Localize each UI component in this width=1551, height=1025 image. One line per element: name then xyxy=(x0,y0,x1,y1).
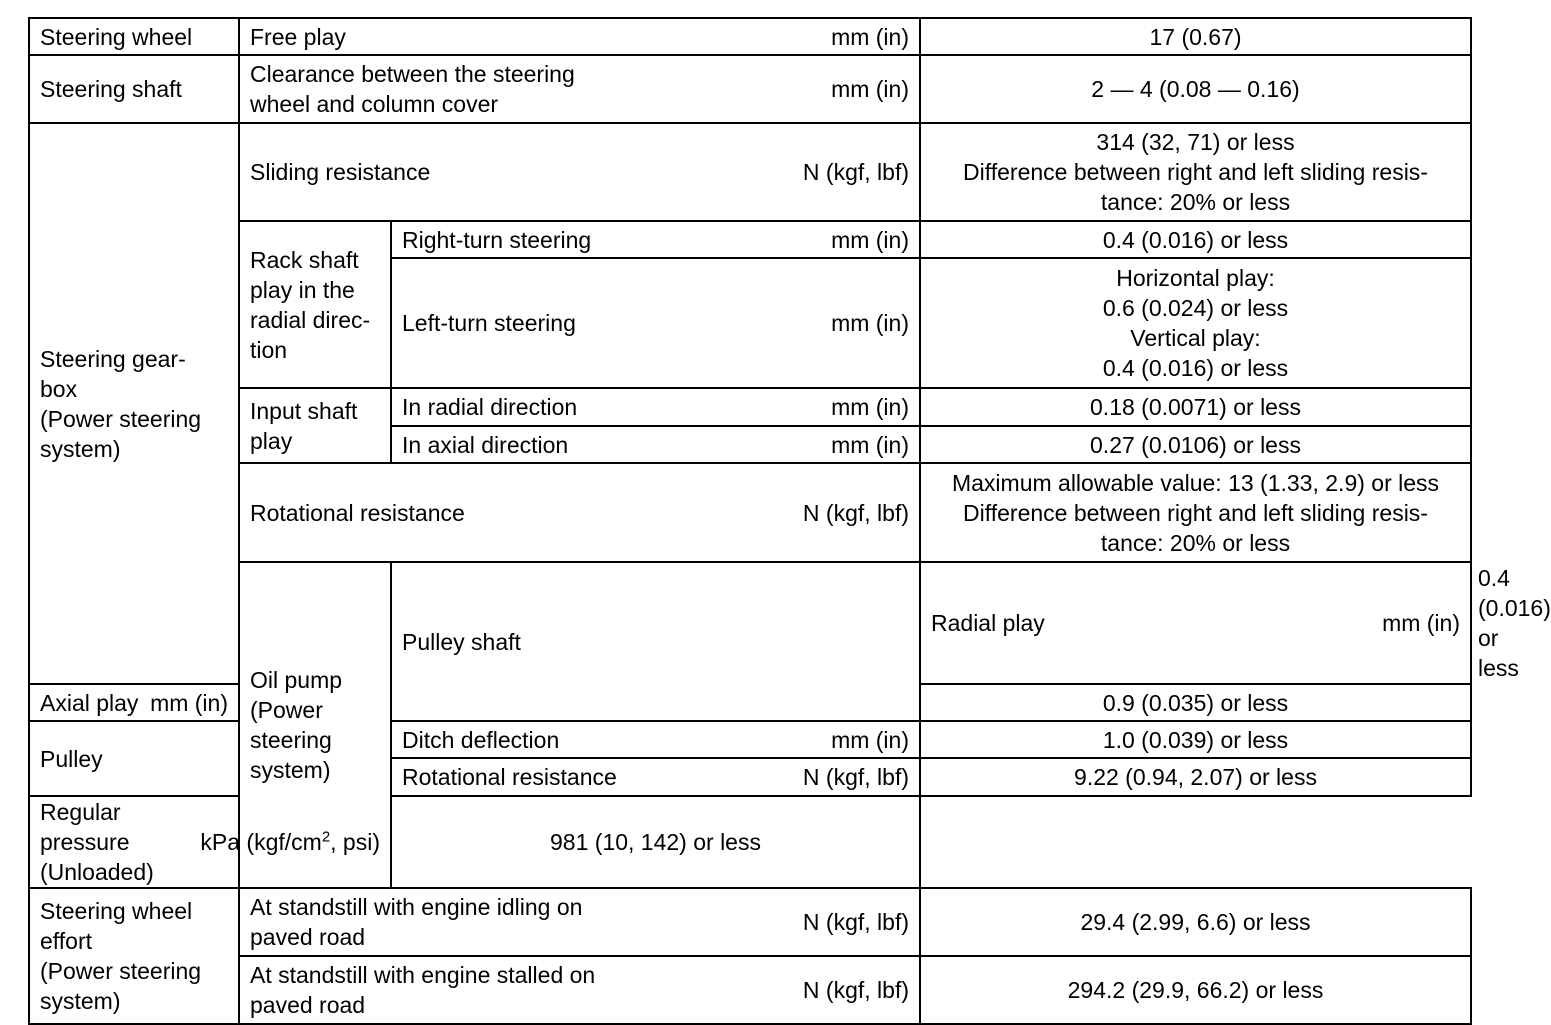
subitem-cell xyxy=(391,221,920,258)
item-steering-wheel-effort: Steering wheel effort (Power steering system) xyxy=(29,888,239,1024)
pulley-label: Pulley xyxy=(29,721,239,796)
subitem-cell xyxy=(391,426,920,463)
unit-label: N (kgf, lbf) xyxy=(802,977,909,1003)
subitem-cell xyxy=(29,796,391,888)
value-cell: 29.4 (2.99, 6.6) or less xyxy=(920,888,1471,956)
subitem-label: At standstill with engine stalled on paved road xyxy=(250,962,596,1018)
value-cell: 0.27 (0.0106) or less xyxy=(920,426,1471,463)
value-cell: 0.9 (0.035) or less xyxy=(920,684,1471,721)
subitem-label: Rotational resistance xyxy=(250,499,465,526)
unit-label: N (kgf, lbf) xyxy=(802,764,909,790)
subitem-cell xyxy=(29,684,239,721)
subitem-label: Free play xyxy=(250,23,346,50)
subitem-cell xyxy=(239,18,920,55)
subitem-label: In radial direction xyxy=(402,394,578,420)
item-steering-shaft: Steering shaft xyxy=(29,55,239,123)
item-steering-wheel: Steering wheel xyxy=(29,18,239,55)
subitem-label: At standstill with engine idling on paved road xyxy=(250,894,583,950)
table-row xyxy=(29,55,1471,123)
table-row xyxy=(29,221,1471,258)
rack-shaft-play-label: Rack shaft play in the radial direc- tion xyxy=(239,221,391,388)
value-cell: 0.18 (0.0071) or less xyxy=(920,388,1471,426)
value-cell: 981 (10, 142) or less xyxy=(391,796,920,888)
subitem-cell xyxy=(239,956,920,1024)
unit-label: mm (in) xyxy=(831,310,909,336)
value-cell: 314 (32, 71) or less Difference between right and left sliding resis- tance: 20% or less xyxy=(920,123,1471,221)
subitem-label: Ditch deflection xyxy=(402,726,560,753)
table-row xyxy=(29,888,1471,956)
table-row xyxy=(29,796,1471,888)
subitem-label: Axial play xyxy=(40,689,139,716)
pulley-shaft-label: Pulley shaft xyxy=(391,562,920,721)
specification-table xyxy=(28,17,1551,1025)
subitem-label: Right-turn steering xyxy=(402,226,592,253)
unit-label: N (kgf, lbf) xyxy=(802,159,909,185)
unit-label: mm (in) xyxy=(150,689,228,716)
subitem-label: Left-turn steering xyxy=(402,310,576,336)
unit-label: mm (in) xyxy=(831,431,909,458)
table-row xyxy=(29,18,1471,55)
table-row xyxy=(29,388,1471,426)
subitem-label: Regular pressure (Unloaded) xyxy=(40,799,154,885)
item-steering-gearbox: Steering gear- box (Power steering system) xyxy=(29,123,239,684)
unit-label: mm (in) xyxy=(831,726,909,753)
subitem-label: Rotational resistance xyxy=(402,764,617,790)
subitem-cell xyxy=(391,758,920,796)
unit-label: mm (in) xyxy=(1382,610,1460,636)
value-cell: 2 — 4 (0.08 — 0.16) xyxy=(920,55,1471,123)
subitem-cell xyxy=(920,562,1471,684)
unit-label: N (kgf, lbf) xyxy=(802,909,909,935)
unit-label: mm (in) xyxy=(831,76,909,102)
subitem-cell xyxy=(239,463,920,562)
table-row: Oil pump (Power steering system) Pulley shaft Radial play mm (in) 0.4 (0.016) or less xyxy=(29,562,1471,684)
subitem-label: Sliding resistance xyxy=(250,159,431,185)
subitem-label: Clearance between the steering wheel and column cover xyxy=(250,61,575,117)
unit-label: kPa ($kgf/cm^2$, psi) xyxy=(200,828,380,855)
unit-label: N (kgf, lbf) xyxy=(802,499,909,526)
item-oil-pump: Oil pump (Power steering system) xyxy=(239,562,391,888)
subitem-label: Radial play xyxy=(931,610,1045,636)
table-row xyxy=(29,956,1471,1024)
value-cell: 294.2 (29.9, 66.2) or less xyxy=(920,956,1471,1024)
subitem-cell xyxy=(391,721,920,758)
subitem-label: In axial direction xyxy=(402,431,569,458)
subitem-cell xyxy=(239,55,920,123)
subitem-cell xyxy=(239,123,920,221)
unit-label: mm (in) xyxy=(831,394,909,420)
table-row xyxy=(29,123,1471,221)
value-cell: 17 (0.67) xyxy=(920,18,1471,55)
value-cell: 1.0 (0.039) or less xyxy=(920,721,1471,758)
table-row xyxy=(29,463,1471,562)
value-cell: Horizontal play: 0.6 (0.024) or less Vertical play: 0.4 (0.016) or less xyxy=(920,258,1471,388)
value-cell: 9.22 (0.94, 2.07) or less xyxy=(920,758,1471,796)
unit-label: mm (in) xyxy=(831,23,909,50)
value-cell: Maximum allowable value: 13 (1.33, 2.9) or less Difference between right and left sliding resis- tance: 20% or less xyxy=(920,463,1471,562)
subitem-cell xyxy=(239,888,920,956)
input-shaft-play-label: Input shaft play xyxy=(239,388,391,463)
unit-label: mm (in) xyxy=(831,226,909,253)
subitem-cell xyxy=(391,388,920,426)
value-cell: 0.4 (0.016) or less xyxy=(920,221,1471,258)
subitem-cell xyxy=(391,258,920,388)
